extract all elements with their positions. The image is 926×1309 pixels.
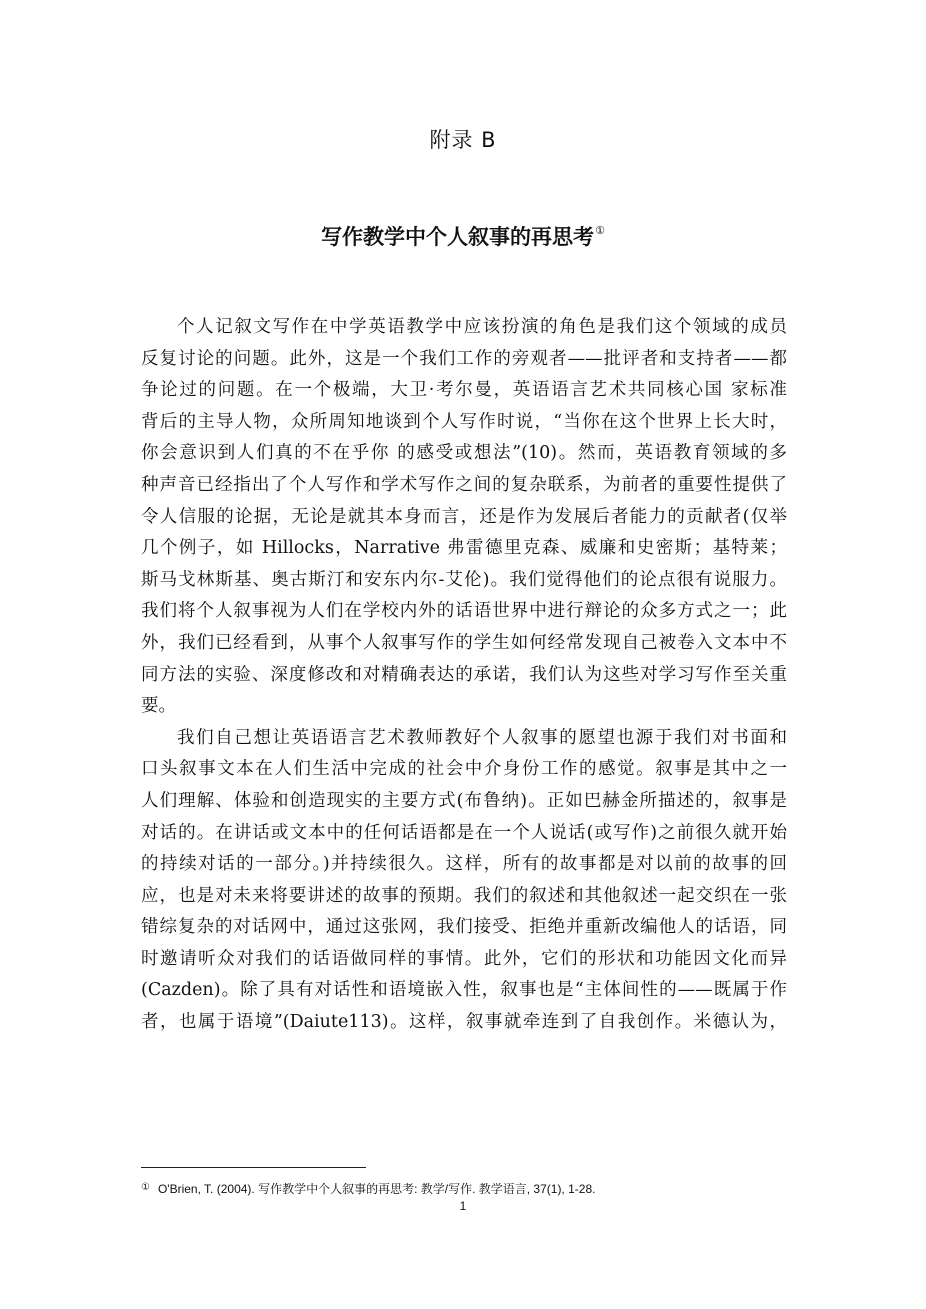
text-line: 我们将个人叙事视为人们在学校内外的话语世界中进行辩论的众多方式之一；此 (141, 601, 787, 622)
text-line: 应，也是对未来将要讲述的故事的预期。我们的叙述和其他叙述一起交织在一张 (141, 885, 787, 906)
text-line: 几个例子，如 Hillocks，Narrative 弗雷德里克森、威廉和史密斯；基特莱； (141, 538, 787, 559)
appendix-title: 附录 B (429, 128, 497, 152)
text-line: 反复讨论的问题。此外，这是一个我们工作的旁观者——批评者和支持者——都 (141, 348, 787, 369)
body-text (141, 312, 787, 1039)
footnote-text: O'Brien, T. (2004). 写作教学中个人叙事的再思考: 教学/写作. 教学语言, 37(1), 1-28. (157, 1182, 596, 1196)
text-line: 对话的。在讲话或文本中的任何话语都是在一个人说话(或写作)之前很久就开始 (141, 822, 787, 843)
footnote-separator (141, 1167, 366, 1168)
footnote-marker: ① (141, 1182, 150, 1193)
main-title-text: 写作教学中个人叙事的再思考 (321, 225, 595, 249)
text-line: 要。 (141, 696, 176, 717)
text-line: 我们自己想让英语语言艺术教师教好个人叙事的愿望也源于我们对书面和 (177, 727, 787, 748)
text-line: 斯马戈林斯基、奥古斯汀和安东内尔-艾伦)。我们觉得他们的论点很有说服力。 (141, 569, 787, 590)
text-line: 人们理解、体验和创造现实的主要方式(布鲁纳)。正如巴赫金所描述的，叙事是 (141, 790, 787, 811)
page-number: 1 (459, 1199, 467, 1213)
text-line: 个人记叙文写作在中学英语教学中应该扮演的角色是我们这个领域的成员 (177, 317, 787, 337)
paragraph (141, 723, 787, 1039)
text-line: 口头叙事文本在人们生活中完成的社会中介身份工作的感觉。叙事是其中之一 (141, 759, 787, 780)
paragraph (141, 312, 787, 723)
text-line: (Cazden)。除了具有对话性和语境嵌入性，叙事也是“主体间性的——既属于作 (141, 980, 787, 1001)
text-line: 外，我们已经看到，从事个人叙事写作的学生如何经常发现自己被卷入文本中不 (141, 632, 787, 653)
text-line: 者，也属于语境”(Daiute113)。这样，叙事就牵连到了自我创作。米德认为， (141, 1012, 787, 1033)
main-title (0, 221, 926, 251)
text-line: 的持续对话的一部分。)并持续很久。这样，所有的故事都是对以前的故事的回 (141, 854, 787, 875)
text-line: 背后的主导人物，众所周知地谈到个人写作时说，“当你在这个世界上长大时， (141, 411, 787, 432)
text-line: 时邀请听众对我们的话语做同样的事情。此外，它们的形状和功能因文化而异 (141, 948, 787, 969)
text-line: 令人信服的论据，无论是就其本身而言，还是作为发展后者能力的贡献者(仅举 (141, 506, 787, 527)
text-line: 你会意识到人们真的不在乎你 的感受或想法”(10)。然而，英语教育领域的多 (141, 443, 787, 464)
text-line: 争论过的问题。在一个极端，大卫·考尔曼，英语语言艺术共同核心国 家标准 (141, 380, 787, 401)
footnote (141, 1180, 595, 1197)
text-line: 错综复杂的对话网中，通过这张网，我们接受、拒绝并重新改编他人的话语，同 (141, 917, 787, 938)
text-line: 同方法的实验、深度修改和对精确表达的承诺，我们认为这些对学习写作至关重 (141, 664, 787, 685)
footnote-reference[interactable]: ① (595, 224, 605, 237)
text-line: 种声音已经指出了个人写作和学术写作之间的复杂联系，为前者的重要性提供了 (141, 474, 787, 495)
